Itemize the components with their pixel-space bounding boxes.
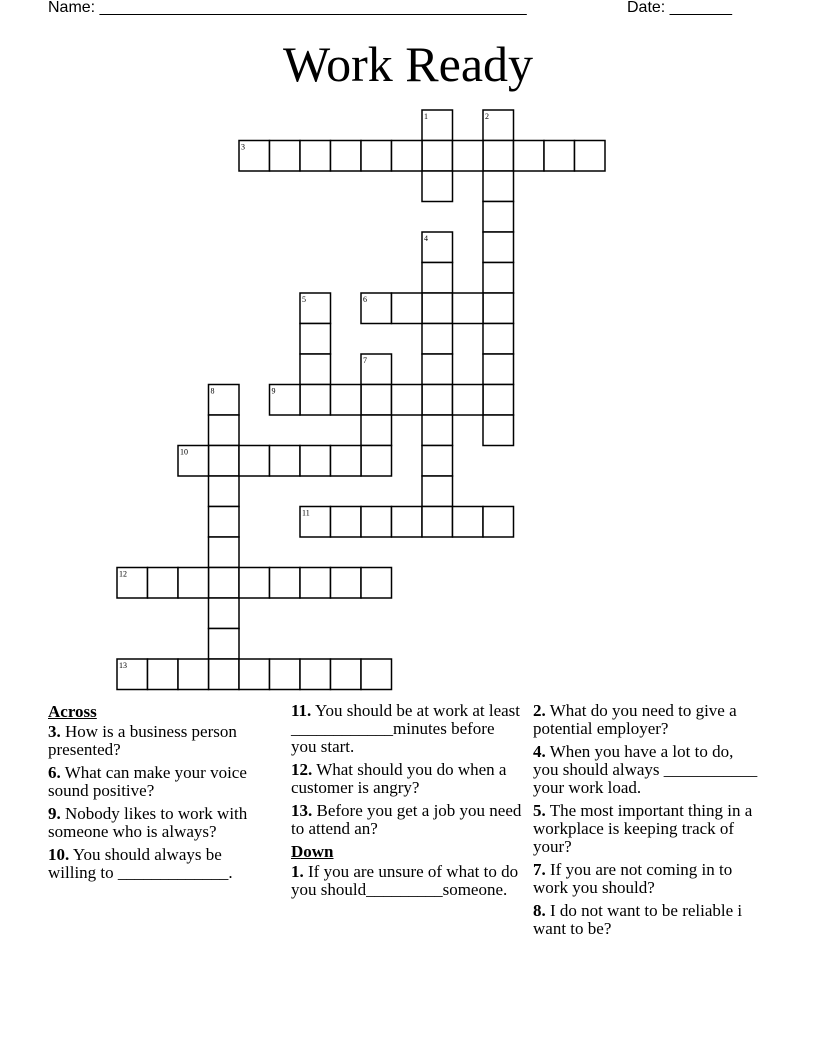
clue-down-5: 5. The most important thing in a workplace is keeping track of your? — [533, 801, 753, 856]
clue-down-4: 4. When you have a lot to do, you should always ___________ your work load. — [533, 742, 758, 797]
grid-cell[interactable] — [300, 446, 331, 477]
grid-cell[interactable] — [270, 568, 301, 599]
clue-across-9: 9. Nobody likes to work with someone who is always? — [48, 804, 248, 841]
grid-cell[interactable] — [331, 446, 362, 477]
down-heading: Down — [291, 842, 334, 861]
grid-cell[interactable] — [575, 141, 606, 172]
grid-cell[interactable] — [209, 446, 240, 477]
grid-cell[interactable] — [361, 141, 392, 172]
clue-across-11: 11. You should be at work at least ____________minutes before you start. — [291, 701, 521, 756]
clue-number-label: 9 — [271, 386, 276, 396]
clue-across-12: 12. What should you do when a customer is angry? — [291, 760, 507, 797]
grid-cell[interactable] — [178, 659, 209, 690]
grid-cell[interactable] — [300, 141, 331, 172]
grid-cell[interactable] — [209, 598, 240, 629]
grid-cell[interactable] — [361, 507, 392, 538]
clues-column-2 — [291, 702, 523, 904]
grid-cell[interactable] — [209, 415, 240, 446]
grid-cell[interactable] — [300, 354, 331, 385]
grid-cell[interactable] — [392, 293, 423, 324]
grid-cell[interactable] — [483, 171, 514, 202]
grid-cell[interactable] — [453, 141, 484, 172]
grid-cell[interactable] — [239, 659, 270, 690]
grid-cell[interactable] — [422, 415, 453, 446]
grid-cell[interactable] — [422, 263, 453, 294]
grid-cell[interactable] — [361, 385, 392, 416]
date-field-label[interactable]: Date: _______ — [627, 0, 732, 16]
clue-number-label: 10 — [180, 447, 188, 457]
clue-number-label: 6 — [363, 295, 367, 304]
grid-cell[interactable] — [209, 507, 240, 538]
grid-cell[interactable] — [300, 568, 331, 599]
grid-cell[interactable] — [453, 293, 484, 324]
clue-number-label: 5 — [302, 295, 306, 304]
grid-cell[interactable] — [331, 141, 362, 172]
grid-cell[interactable] — [209, 476, 240, 507]
grid-cell[interactable] — [331, 385, 362, 416]
grid-cell[interactable] — [361, 415, 392, 446]
clue-number-label: 1 — [424, 112, 428, 121]
clue-number-label: 13 — [119, 661, 127, 670]
grid-cell[interactable] — [239, 446, 270, 477]
grid-cell[interactable] — [300, 324, 331, 355]
across-heading: Across — [48, 702, 97, 721]
grid-cell[interactable] — [483, 415, 514, 446]
grid-cell[interactable] — [422, 171, 453, 202]
grid-cell[interactable] — [361, 659, 392, 690]
clue-down-7: 7. If you are not coming in to work you should? — [533, 860, 733, 897]
grid-cell[interactable] — [422, 385, 453, 416]
clue-number-label: 8 — [210, 386, 215, 396]
clue-number-label: 2 — [485, 112, 489, 121]
grid-cell[interactable] — [483, 263, 514, 294]
grid-cell[interactable] — [178, 568, 209, 599]
grid-cell[interactable] — [209, 568, 240, 599]
grid-cell[interactable] — [483, 354, 514, 385]
clue-number-label: 4 — [424, 234, 428, 243]
grid-cell[interactable] — [270, 446, 301, 477]
grid-cell[interactable] — [422, 446, 453, 477]
clues-column-1 — [48, 702, 268, 887]
grid-cell[interactable] — [209, 537, 240, 568]
clue-across-13: 13. Before you get a job you need to attend an? — [291, 801, 522, 838]
grid-cell[interactable] — [483, 324, 514, 355]
grid-cell[interactable] — [239, 568, 270, 599]
grid-cell[interactable] — [392, 507, 423, 538]
grid-cell[interactable] — [270, 141, 301, 172]
clue-number-label: 11 — [302, 508, 310, 518]
name-field-label[interactable]: Name: ________________________________________________ — [48, 0, 527, 16]
grid-cell[interactable] — [209, 629, 240, 660]
grid-cell[interactable] — [422, 354, 453, 385]
grid-cell[interactable] — [270, 659, 301, 690]
grid-cell[interactable] — [483, 385, 514, 416]
grid-cell[interactable] — [392, 385, 423, 416]
clue-across-3: 3. How is a business person presented? — [48, 722, 237, 759]
grid-cell[interactable] — [422, 476, 453, 507]
clues-column-3 — [533, 702, 763, 943]
grid-cell[interactable] — [514, 141, 545, 172]
grid-cell[interactable] — [544, 141, 575, 172]
grid-cell[interactable] — [148, 659, 179, 690]
grid-cell[interactable] — [483, 232, 514, 263]
clue-down-8: 8. I do not want to be reliable i want to be? — [533, 901, 743, 938]
grid-cell[interactable] — [331, 507, 362, 538]
grid-cell[interactable] — [483, 507, 514, 538]
grid-cell[interactable] — [483, 293, 514, 324]
clue-down-2: 2. What do you need to give a potential employer? — [533, 701, 737, 738]
grid-cell[interactable] — [392, 141, 423, 172]
grid-cell[interactable] — [422, 507, 453, 538]
grid-cell[interactable] — [300, 385, 331, 416]
grid-cell[interactable] — [422, 293, 453, 324]
grid-cell[interactable] — [331, 568, 362, 599]
clue-across-10: 10. You should always be willing to _____________. — [48, 845, 233, 882]
grid-cell[interactable] — [422, 141, 453, 172]
grid-cell[interactable] — [209, 659, 240, 690]
clue-number-label: 7 — [363, 356, 367, 365]
grid-cell[interactable] — [483, 141, 514, 172]
grid-cell[interactable] — [331, 659, 362, 690]
grid-cell[interactable] — [422, 324, 453, 355]
clue-number-label: 12 — [119, 569, 127, 579]
grid-cell[interactable] — [453, 385, 484, 416]
page-title: Work Ready — [282, 36, 534, 92]
clue-across-6: 6. What can make your voice sound positive? — [48, 763, 247, 800]
clue-number-label: 3 — [241, 142, 245, 152]
grid-cell[interactable] — [300, 659, 331, 690]
grid-cell[interactable] — [361, 446, 392, 477]
grid-cell[interactable] — [361, 568, 392, 599]
grid-cell[interactable] — [453, 507, 484, 538]
clue-down-1: 1. If you are unsure of what to do you should_________someone. — [291, 862, 519, 899]
grid-cell[interactable] — [148, 568, 179, 599]
grid-cell[interactable] — [483, 202, 514, 233]
